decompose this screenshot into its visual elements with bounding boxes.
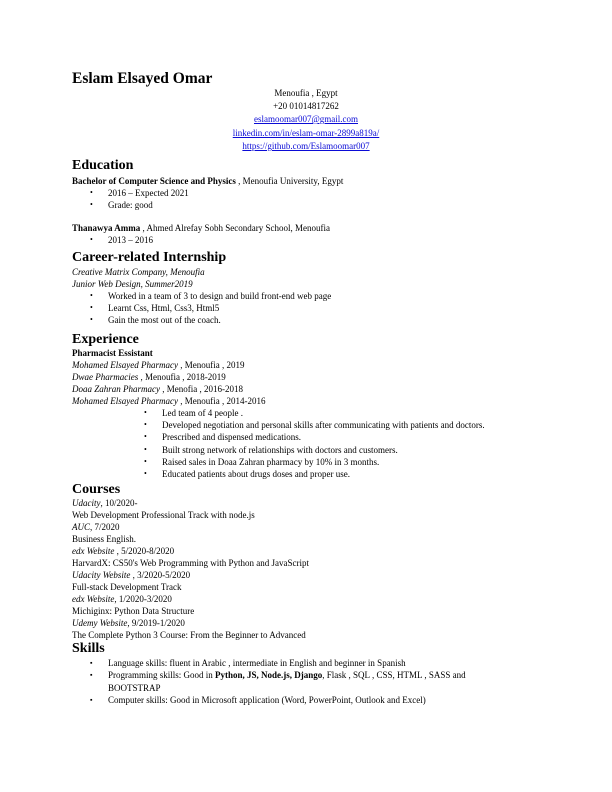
education-degree-bullets — [90, 187, 189, 211]
square-bullet-icon: ▪ — [90, 696, 93, 705]
list-item: • Worked in a team of 3 to design and build front-end web page — [90, 291, 332, 301]
employer: Mohamed Elsayed Pharmacy — [72, 396, 178, 406]
bullet-icon: • — [144, 444, 147, 454]
bullet-icon: • — [144, 420, 147, 430]
school-name: , Ahmed Alrefay Sobh Secondary School, Menoufia — [140, 223, 330, 233]
square-bullet-icon: ▪ — [90, 659, 93, 667]
bullet-icon: • — [90, 188, 93, 197]
skills-heading: Skills — [72, 641, 105, 656]
email-row — [0, 113, 612, 127]
internship-bullets — [90, 290, 332, 327]
bullet-icon: • — [144, 432, 147, 442]
list-item: ▪ Language skills: fluent in Arabic , intermediate in English and beginner in Spanish — [90, 658, 406, 668]
list-item: • Grade: good — [90, 200, 153, 211]
list-item: • 2016 – Expected 2021 — [90, 188, 189, 198]
education-entry-degree — [72, 175, 343, 187]
experience-job: Doaa Zahran Pharmacy , Menofia , 2016-2018 — [72, 384, 243, 394]
course-provider: Udacity, 10/2020- — [72, 498, 138, 508]
experience-bullets — [144, 407, 485, 480]
list-item: • Led team of 4 people . — [144, 408, 243, 418]
education-entry-school — [72, 222, 330, 234]
list-item: • Developed negotiation and personal skills after communicating with patients and doctors. — [144, 420, 485, 431]
square-bullet-icon: ▪ — [90, 671, 93, 680]
list-item: • Raised sales in Doaa Zahran pharmacy by 10% in 3 months. — [144, 456, 380, 467]
employer: Dwae Pharmacies — [72, 372, 139, 382]
course-title: The Complete Python 3 Course: From the Beginner to Advanced — [72, 630, 306, 640]
bullet-icon: • — [90, 303, 93, 313]
experience-job: Mohamed Elsayed Pharmacy , Menoufia , 2019 — [72, 360, 245, 370]
course-provider: AUC, 7/2020 — [72, 522, 120, 532]
list-item-continuation: BOOTSTRAP — [108, 682, 161, 693]
internship-heading: Career-related Internship — [72, 250, 227, 265]
degree-institution: , Menoufia University, Egypt — [235, 176, 344, 186]
list-item: • Built strong network of relationships with doctors and customers. — [144, 444, 398, 455]
skills-bullets — [90, 657, 466, 707]
degree-title: Bachelor of Computer Science and Physics — [72, 176, 236, 186]
course-provider: edx Website , 5/2020-8/2020 — [72, 546, 175, 556]
education-school-bullets — [90, 234, 153, 246]
github-row — [0, 140, 612, 154]
employer: Mohamed Elsayed Pharmacy — [72, 360, 178, 370]
list-item: • Prescribed and dispensed medications. — [144, 432, 301, 443]
courses-heading: Courses — [72, 482, 121, 497]
course-provider: edx Website, 1/2020-3/2020 — [72, 594, 172, 604]
course-title: Business English. — [72, 534, 137, 544]
course-title: HarvardX: CS50's Web Programming with Python and JavaScript — [72, 558, 309, 568]
experience-position: Pharmacist Essistant — [72, 348, 153, 358]
experience-heading: Experience — [72, 332, 139, 347]
linkedin-row — [0, 127, 612, 141]
list-item: ▪ Computer skills: Good in Microsoft application (Word, PowerPoint, Outlook and Excel) — [90, 695, 426, 706]
bullet-icon: • — [90, 315, 93, 325]
phone: +20 01014817262 — [273, 101, 339, 111]
bullet-icon: • — [144, 408, 147, 417]
experience-job: Dwae Pharmacies , Menoufia , 2018-2019 — [72, 372, 226, 382]
bullet-icon: • — [144, 456, 147, 466]
bullet-icon: • — [90, 235, 93, 244]
bullet-icon: • — [90, 200, 93, 210]
github-link[interactable]: https://github.com/Eslamoomar007 — [242, 141, 370, 151]
list-item: ▪ Programming skills: Good in Python, JS, Node.js, Django, Flask , SQL , CSS, HTML , SASS and — [90, 670, 466, 681]
email-link[interactable]: eslamoomar007@gmail.com — [253, 114, 358, 124]
course-title: Web Development Professional Track with node.js — [72, 510, 255, 520]
list-item: • Educated patients about drugs doses and proper use. — [144, 469, 350, 480]
list-item: • Gain the most out of the coach. — [90, 315, 221, 326]
course-title: Full-stack Development Track — [72, 582, 182, 592]
experience-job: Mohamed Elsayed Pharmacy , Menoufia , 2014-2016 — [72, 396, 266, 406]
employer: Doaa Zahran Pharmacy — [72, 384, 160, 394]
course-title: Michiginx: Python Data Structure — [72, 606, 195, 616]
school-title: Thanawya Amma — [72, 223, 141, 233]
course-provider: Udacity Website , 3/2020-5/2020 — [72, 570, 191, 580]
location: Menoufia , Egypt — [274, 88, 338, 98]
candidate-name: Eslam Elsayed Omar — [72, 70, 213, 87]
list-item: • Learnt Css, Html, Css3, Html5 — [90, 303, 220, 314]
bullet-icon: • — [90, 291, 93, 300]
course-provider: Udemy Website, 9/2019-1/2020 — [72, 618, 185, 628]
internship-role: Junior Web Design, Summer2019 — [72, 279, 193, 289]
list-item: • 2013 – 2016 — [90, 235, 153, 245]
education-heading: Education — [72, 158, 134, 173]
linkedin-link[interactable]: linkedin.com/in/eslam-omar-2899a819a/ — [232, 128, 380, 138]
bullet-icon: • — [144, 469, 147, 479]
internship-company: Creative Matrix Company, Menoufia — [72, 267, 205, 277]
